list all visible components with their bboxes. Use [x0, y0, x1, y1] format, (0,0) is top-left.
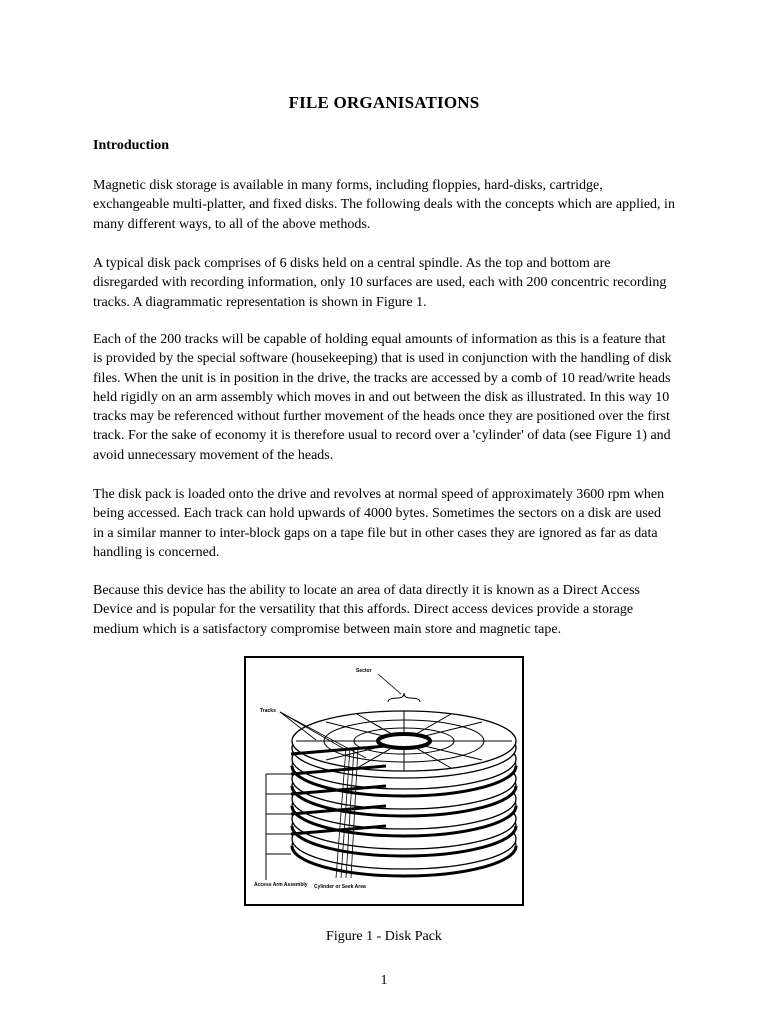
paragraph: Magnetic disk storage is available in many forms, including floppies, hard-disks, cartridge, exchangeable multi-platter, and fixed disks. The following deals with the concepts which are applied, in many different ways, to all of the above methods.	[93, 178, 675, 232]
page-title: FILE ORGANISATIONS	[288, 93, 480, 112]
figure-caption: Figure 1 - Disk Pack	[326, 929, 442, 944]
paragraph: Each of the 200 tracks will be capable of holding equal amounts of information as this is a feature that is provided by the special software (housekeeping) that is used in conjunction with the handling of disk files. When the unit is in position in the drive, the tracks are accessed by a comb of 10 read/write heads held rigidly on an arm assembly which moves in and out between the disk as illustrated. In this way 10 tracks may be referenced without further movement of the heads once they are positioned over the first track. For the sake of economy it is therefore usual to record over a 'cylinder' of data (see Figure 1) and avoid unnecessary movement of the heads.	[93, 332, 672, 463]
tracks-label: Tracks	[260, 708, 276, 714]
arm-assembly	[266, 774, 291, 880]
paragraph: Because this device has the ability to locate an area of data directly it is known as a Direct Access Device and is popular for the versatility that this affords. Direct access devices provide a storage medium which is a satisfactory compromise between main store and magnetic tape.	[93, 583, 640, 637]
sector-label: Sector	[356, 668, 372, 674]
paragraph: The disk pack is loaded onto the drive and revolves at normal speed of approximately 3600 rpm when being accessed. Each track can hold upwards of 4000 bytes. Sometimes the sectors on a disk are used in a similar manner to inter-block gaps on a tape file but in other cases they are ignored as far as data handling is concerned.	[93, 487, 665, 560]
paragraph: A typical disk pack comprises of 6 disks held on a central spindle. As the top and bottom are disregarded with recording information, only 10 surfaces are used, each with 200 concentric recording tracks. A diagrammatic representation is shown in Figure 1.	[93, 256, 667, 310]
disk-pack-diagram	[246, 658, 522, 904]
cylinder-label: Cylinder or Seek Area	[314, 884, 366, 890]
section-heading: Introduction	[93, 138, 169, 153]
access-arm-label: Access Arm Assembly	[254, 882, 308, 888]
page-number: 1	[380, 973, 388, 988]
sector-bracket	[388, 693, 420, 702]
disk-pack-figure	[244, 656, 524, 906]
